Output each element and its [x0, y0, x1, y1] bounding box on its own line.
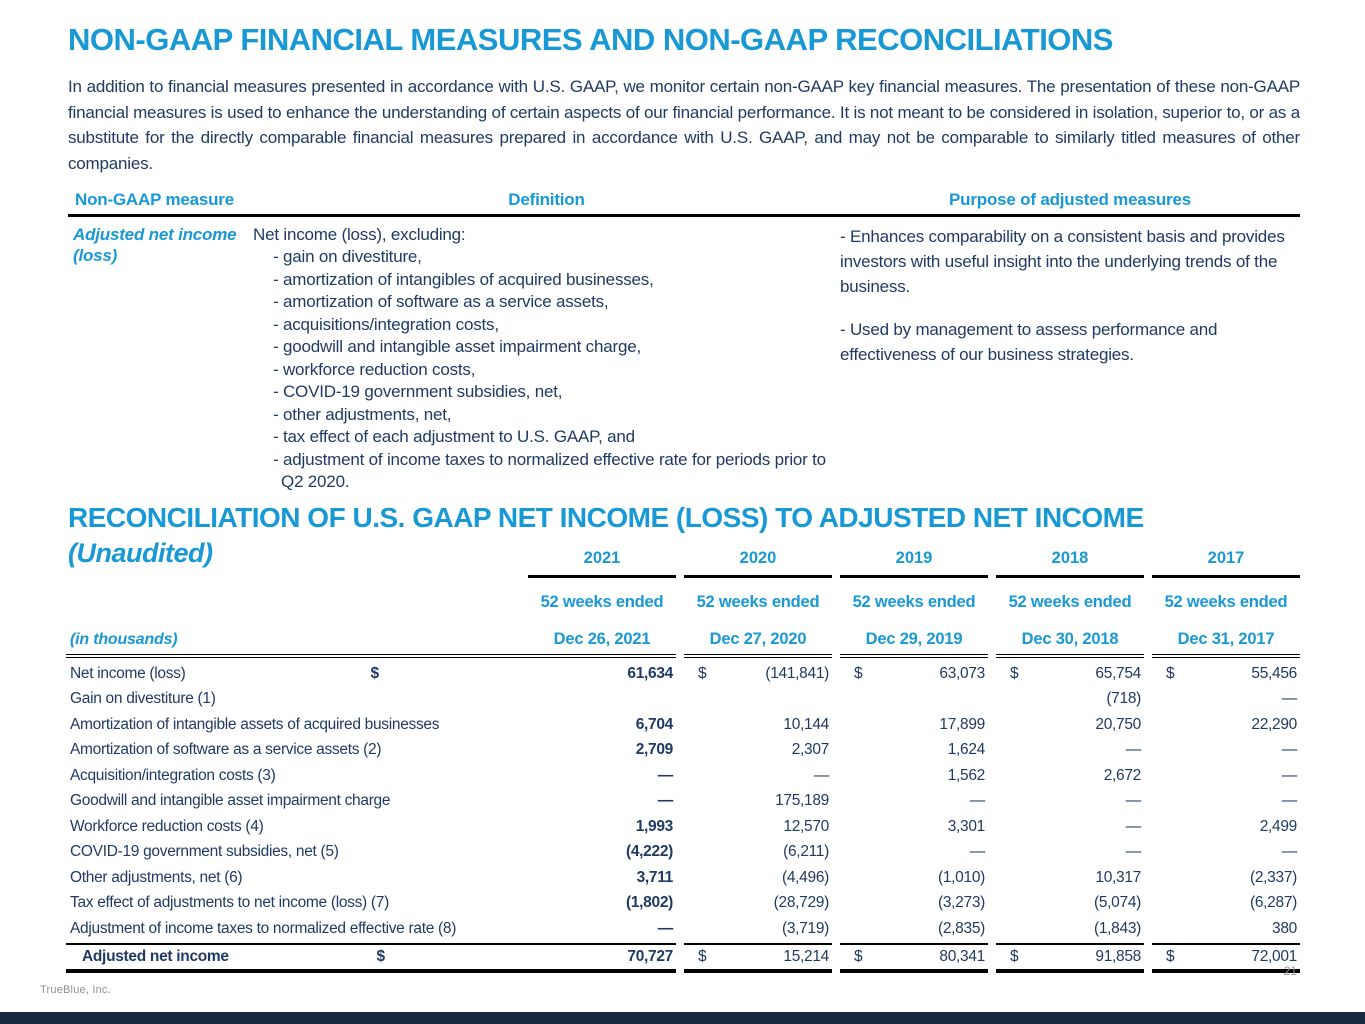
definition-item: - adjustment of income taxes to normalized effective rate for periods prior to Q2 2020. — [273, 449, 826, 491]
value-cell — [996, 818, 1144, 836]
value-cell — [996, 767, 1144, 785]
currency-symbol: $ — [370, 664, 380, 682]
definition-item: - COVID-19 government subsidies, net, — [273, 382, 563, 401]
value-2018: (718) — [1106, 690, 1141, 708]
purpose-list — [840, 224, 1300, 494]
value-2017: — — [1281, 741, 1297, 759]
value-cell — [684, 665, 832, 683]
value-cell — [840, 818, 988, 836]
reconciliation-rows — [66, 661, 1300, 973]
row-label: Goodwill and intangible asset impairment charge — [70, 792, 391, 810]
rule-segment — [840, 654, 988, 658]
value-2018: 91,858 — [1095, 947, 1141, 965]
date-header: Dec 26, 2021 — [553, 630, 651, 648]
row-first-segment — [66, 767, 676, 785]
table-row — [66, 687, 1300, 713]
table-row — [66, 712, 1300, 738]
row-first-segment — [66, 792, 676, 810]
units-label: (in thousands) — [70, 631, 178, 648]
measure-name: Adjusted net income (loss) — [73, 225, 237, 265]
measures-header-definition: Definition — [508, 190, 585, 209]
value-cell — [996, 943, 1144, 973]
value-cell — [840, 665, 988, 683]
page-number: 21 — [1283, 964, 1297, 978]
value-2020: 12,570 — [783, 817, 829, 835]
reconciliation-subtitle: (Unaudited) — [68, 538, 213, 568]
definition-item: - amortization of software as a service assets, — [273, 292, 609, 311]
measures-table — [68, 190, 1300, 494]
reconciliation-table — [66, 542, 1300, 973]
value-cell — [684, 869, 832, 887]
year-header: 2017 — [1152, 549, 1300, 578]
value-cell — [1152, 716, 1300, 734]
value-cell — [1152, 767, 1300, 785]
currency-symbol: $ — [854, 947, 863, 965]
value-cell — [1152, 943, 1300, 973]
definition-list — [253, 246, 840, 494]
period-label: 52 weeks ended — [1008, 593, 1132, 611]
value-2020: (141,841) — [765, 664, 829, 682]
row-label: COVID-19 government subsidies, net (5) — [70, 843, 339, 861]
value-2021: 70,727 — [627, 947, 673, 965]
currency-symbol: $ — [1166, 947, 1175, 965]
value-2018: — — [1125, 792, 1141, 810]
definition-item: - tax effect of each adjustment to U.S. GAAP, and — [273, 427, 635, 446]
value-2018: (5,074) — [1093, 894, 1141, 912]
period-label: 52 weeks ended — [1164, 593, 1288, 611]
value-2019: (3,273) — [937, 894, 985, 912]
value-2019: 63,073 — [939, 664, 985, 682]
definition-intro: Net income (loss), excluding: — [253, 225, 466, 244]
value-cell — [684, 792, 832, 810]
value-2017: 380 — [1272, 919, 1297, 937]
year-header-row — [66, 542, 1300, 578]
value-2020: 10,144 — [783, 715, 829, 733]
value-2018: 65,754 — [1095, 664, 1141, 682]
purpose-item: - Used by management to assess performance and effectiveness of our business strategies. — [840, 320, 1218, 364]
value-cell — [996, 869, 1144, 887]
value-cell — [840, 716, 988, 734]
table-row — [66, 763, 1300, 789]
value-2019: 3,301 — [947, 817, 985, 835]
currency-symbol: $ — [376, 947, 386, 965]
value-2019: — — [969, 792, 985, 810]
intro-paragraph: In addition to financial measures presented in accordance with U.S. GAAP, we monitor certain non-GAAP key financial measures. The presentation of these non-GAAP financial measures is used to enhance the understanding of certain aspects of our financial performance. It is not meant to be considered in isolation, superior to, or as a substitute for the directly comparable financial measures prepared in accordance with U.S. GAAP, and may not be comparable to similarly titled measures of other companies. — [68, 77, 1300, 173]
value-2017: (2,337) — [1249, 868, 1297, 886]
value-cell — [996, 690, 1144, 708]
definition-item: - other adjustments, net, — [273, 404, 452, 424]
row-label: Amortization of software as a service assets (2) — [70, 741, 382, 759]
value-2017: (6,287) — [1249, 894, 1297, 912]
date-header: Dec 30, 2018 — [1021, 630, 1119, 648]
value-cell — [684, 843, 832, 861]
date-header: Dec 31, 2017 — [1177, 630, 1275, 648]
value-2018: — — [1125, 817, 1141, 835]
definition-item: - gain on divestiture, — [273, 247, 422, 266]
value-2019: 1,624 — [947, 741, 985, 759]
footer-company: TrueBlue, Inc. — [40, 984, 111, 996]
value-cell — [1152, 665, 1300, 683]
currency-symbol: $ — [698, 664, 707, 682]
value-cell — [1152, 843, 1300, 861]
value-cell — [996, 716, 1144, 734]
value-cell — [1152, 869, 1300, 887]
definition-item: - acquisitions/integration costs, — [273, 314, 499, 334]
value-2017: — — [1281, 690, 1297, 708]
value-2017: — — [1281, 843, 1297, 861]
date-header-row — [66, 616, 1300, 652]
period-header-row — [66, 578, 1300, 616]
table-row — [66, 814, 1300, 840]
value-2017: 72,001 — [1251, 947, 1297, 965]
value-2021: — — [657, 792, 673, 810]
year-header: 2019 — [840, 549, 988, 578]
value-cell — [684, 943, 832, 973]
currency-symbol: $ — [854, 664, 863, 682]
date-header: Dec 27, 2020 — [709, 630, 807, 648]
row-label: Workforce reduction costs (4) — [70, 817, 264, 835]
row-first-segment — [66, 843, 676, 861]
value-2019: (2,835) — [937, 919, 985, 937]
value-2020: (28,729) — [773, 894, 829, 912]
value-2020: (6,211) — [783, 843, 829, 861]
value-cell — [1152, 690, 1300, 708]
value-2018: 2,672 — [1103, 766, 1141, 784]
value-2020: — — [813, 766, 829, 784]
value-2020: (4,496) — [781, 868, 829, 886]
row-label: Tax effect of adjustments to net income (loss) (7) — [70, 894, 389, 912]
value-cell — [996, 920, 1144, 938]
row-label: Acquisition/integration costs (3) — [70, 766, 276, 784]
value-2019: — — [969, 843, 985, 861]
row-first-segment — [66, 716, 676, 734]
value-2021: 3,711 — [636, 868, 673, 886]
value-cell — [840, 894, 988, 912]
row-first-segment — [66, 690, 676, 708]
currency-symbol: $ — [698, 947, 707, 965]
table-row — [66, 891, 1300, 917]
row-label: Net income (loss) — [70, 664, 186, 682]
year-header: 2021 — [528, 549, 676, 578]
row-first-segment — [66, 869, 676, 887]
value-2021: (4,222) — [625, 843, 673, 861]
row-label: Adjustment of income taxes to normalized effective rate (8) — [70, 919, 457, 937]
value-2021: 61,634 — [627, 664, 673, 682]
value-cell — [996, 665, 1144, 683]
row-first-segment — [66, 920, 676, 938]
value-2020: 175,189 — [775, 792, 829, 810]
value-cell — [840, 843, 988, 861]
value-2020: 15,214 — [783, 947, 829, 965]
year-header: 2018 — [996, 549, 1144, 578]
value-2019: 1,562 — [947, 766, 985, 784]
value-2018: (1,843) — [1093, 919, 1141, 937]
value-cell — [684, 920, 832, 938]
value-2017: 55,456 — [1251, 664, 1297, 682]
total-row — [66, 943, 1300, 973]
definition-item: - workforce reduction costs, — [273, 359, 476, 379]
row-label: Amortization of intangible assets of acquired businesses — [70, 715, 440, 733]
value-cell — [840, 920, 988, 938]
value-cell — [1152, 818, 1300, 836]
page-title: NON-GAAP FINANCIAL MEASURES AND NON-GAAP RECONCILIATIONS — [68, 22, 1113, 57]
definition-item: - goodwill and intangible asset impairment charge, — [273, 337, 641, 356]
table-row — [66, 916, 1300, 942]
value-2018: — — [1125, 741, 1141, 759]
measures-table-header — [68, 190, 1300, 217]
value-2020: 2,307 — [791, 741, 829, 759]
row-first-segment — [66, 741, 676, 759]
period-label: 52 weeks ended — [696, 593, 820, 611]
row-first-segment — [66, 818, 676, 836]
value-cell — [684, 716, 832, 734]
value-cell — [996, 792, 1144, 810]
value-cell — [1152, 792, 1300, 810]
value-2017: — — [1281, 766, 1297, 784]
value-cell — [684, 741, 832, 759]
value-2018: 10,317 — [1095, 868, 1141, 886]
rule-segment — [1152, 654, 1300, 658]
value-cell — [840, 943, 988, 973]
value-2019: 17,899 — [939, 715, 985, 733]
measures-header-purpose: Purpose of adjusted measures — [949, 190, 1191, 209]
measures-table-body — [68, 217, 1300, 494]
value-2019: (1,010) — [937, 868, 985, 886]
value-2019: 80,341 — [939, 947, 985, 965]
table-row — [66, 789, 1300, 815]
table-row — [66, 840, 1300, 866]
year-header: 2020 — [684, 549, 832, 578]
value-cell — [684, 767, 832, 785]
value-cell — [996, 741, 1144, 759]
value-cell — [996, 894, 1144, 912]
row-label: Adjusted net income — [82, 947, 229, 965]
measures-header-measure: Non-GAAP measure — [75, 190, 234, 209]
row-first-segment — [66, 665, 676, 683]
value-2020: (3,719) — [781, 919, 829, 937]
rule-segment — [684, 654, 832, 658]
value-2021: 2,709 — [635, 741, 673, 759]
definition-item: - amortization of intangibles of acquired businesses, — [273, 269, 654, 289]
reconciliation-title: RECONCILIATION OF U.S. GAAP NET INCOME (LOSS) TO ADJUSTED NET INCOME — [68, 502, 1144, 533]
value-2021: — — [657, 766, 673, 784]
value-cell — [840, 767, 988, 785]
table-top-rule — [66, 654, 1300, 661]
footer-bar — [0, 1012, 1365, 1024]
row-label: Other adjustments, net (6) — [70, 868, 243, 886]
row-label: Gain on divestiture (1) — [70, 690, 216, 708]
value-cell — [684, 818, 832, 836]
value-2017: — — [1281, 792, 1297, 810]
table-row — [66, 865, 1300, 891]
purpose-item: - Enhances comparability on a consistent basis and provides investors with useful insight into the underlying trends of the business. — [840, 227, 1285, 296]
value-cell — [1152, 741, 1300, 759]
value-cell — [1152, 894, 1300, 912]
date-header: Dec 29, 2019 — [865, 630, 963, 648]
table-row — [66, 661, 1300, 687]
period-label: 52 weeks ended — [852, 593, 976, 611]
period-label: 52 weeks ended — [540, 593, 664, 611]
value-cell — [840, 792, 988, 810]
value-2018: 20,750 — [1095, 715, 1141, 733]
value-cell — [1152, 920, 1300, 938]
currency-symbol: $ — [1166, 664, 1175, 682]
table-row — [66, 738, 1300, 764]
value-2021: 1,993 — [635, 817, 673, 835]
row-first-segment — [66, 943, 676, 973]
value-cell — [684, 894, 832, 912]
currency-symbol: $ — [1010, 664, 1019, 682]
value-2017: 2,499 — [1259, 817, 1297, 835]
value-cell — [840, 741, 988, 759]
value-2021: 6,704 — [635, 715, 673, 733]
value-2018: — — [1125, 843, 1141, 861]
value-2017: 22,290 — [1251, 715, 1297, 733]
value-cell — [996, 843, 1144, 861]
rule-segment — [996, 654, 1144, 658]
value-2021: — — [657, 919, 673, 937]
currency-symbol: $ — [1010, 947, 1019, 965]
value-cell — [840, 869, 988, 887]
row-first-segment — [66, 894, 676, 912]
value-2021: (1,802) — [625, 894, 673, 912]
